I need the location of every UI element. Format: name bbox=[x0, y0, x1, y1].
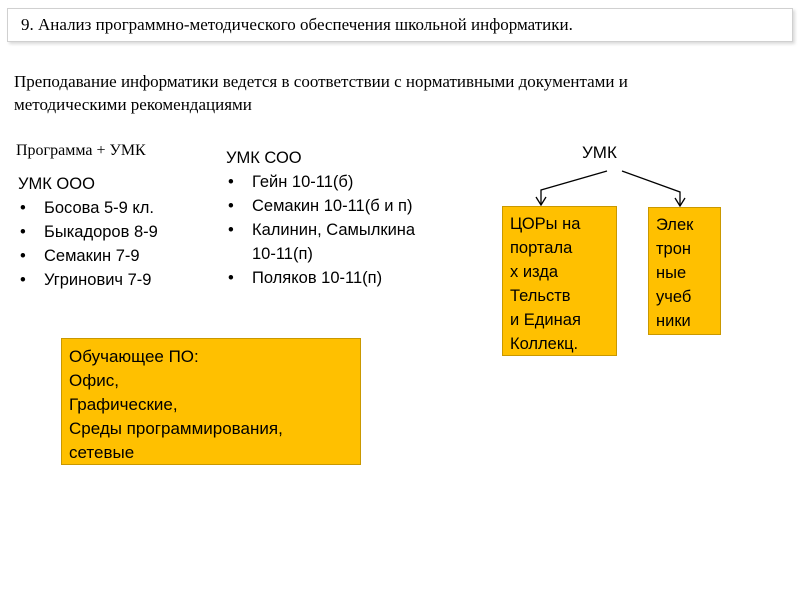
cor-line: портала bbox=[510, 239, 573, 257]
umk-ooo-heading: УМК ООО bbox=[18, 175, 95, 193]
cor-line: и Единая bbox=[510, 311, 581, 329]
list-item: • Семакин 7-9 bbox=[18, 244, 218, 268]
etext-line: Элек bbox=[656, 216, 694, 234]
software-line: сетевые bbox=[69, 443, 135, 462]
etext-line: ники bbox=[656, 312, 691, 330]
arrow-left bbox=[541, 171, 607, 204]
cor-line: Коллекц. bbox=[510, 335, 579, 353]
electronic-textbooks-box bbox=[648, 207, 721, 335]
umk-soo-heading: УМК СОО bbox=[226, 149, 302, 167]
cor-line: Тельств bbox=[510, 287, 571, 305]
list-item: • Быкадоров 8-9 bbox=[18, 220, 218, 244]
etext-line: трон bbox=[656, 240, 692, 258]
cor-line: х изда bbox=[510, 263, 559, 281]
cor-box bbox=[502, 206, 617, 356]
software-line: Офис, bbox=[69, 371, 119, 390]
software-line: Графические, bbox=[69, 395, 178, 414]
list-item: • Семакин 10-11(б и п) bbox=[226, 194, 466, 218]
list-item-line: 10-11(п) bbox=[252, 245, 313, 263]
arrow-right bbox=[622, 171, 680, 205]
list-item: • Поляков 10-11(п) bbox=[226, 266, 466, 290]
program-label: Программа + УМК bbox=[16, 142, 146, 159]
software-line: Обучающее ПО: bbox=[69, 347, 199, 366]
list-item: • Босова 5-9 кл. bbox=[18, 196, 218, 220]
list-item: • Угринович 7-9 bbox=[18, 268, 218, 292]
umk-root-label: УМК bbox=[582, 143, 617, 162]
slide-title: 9. Анализ программно-методического обеспечения школьной информатики. bbox=[7, 8, 793, 42]
software-line: Среды программирования, bbox=[69, 419, 283, 438]
list-item-line: Калинин, Самылкина bbox=[252, 221, 416, 239]
list-item: • Гейн 10-11(б) bbox=[226, 170, 466, 194]
cor-line: ЦОРы на bbox=[510, 215, 581, 233]
intro-line-2: методическими рекомендациями bbox=[14, 95, 252, 114]
intro-line-1: Преподавание информатики ведется в соответствии с нормативными документами и bbox=[14, 72, 628, 91]
etext-line: учеб bbox=[656, 288, 692, 306]
etext-line: ные bbox=[656, 264, 687, 282]
